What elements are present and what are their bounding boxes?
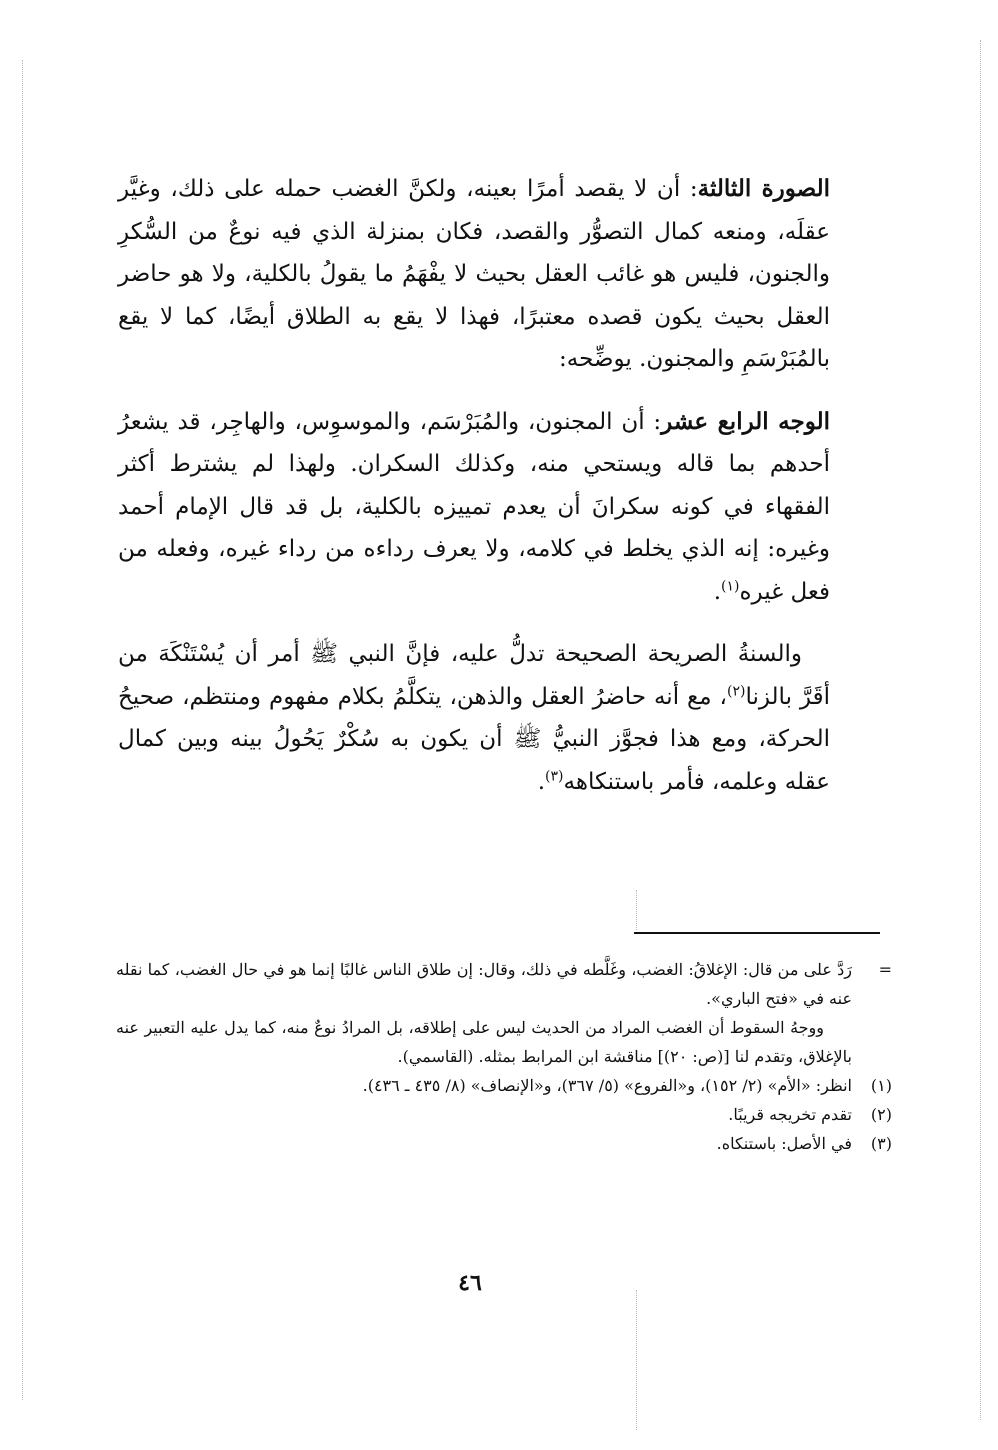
continuation-text: ووجهُ السقوط أن الغضب المراد من الحديث ليس على إطلاقه، بل المرادُ نوعٌ منه، كما يدل عليه التعبير عنه بالإغلاق، وتقدم لنا [(ص: ٢٠)] مناقشة ابن المرابط بمثله. (القاسمي). <box>116 1018 852 1066</box>
continuation-marker: = <box>878 960 892 979</box>
paragraph-third-form <box>118 168 830 381</box>
footnotes <box>116 955 892 1158</box>
footnote-text: انظر: «الأم» (٢/ ١٥٢)، و«الفروع» (٥/ ٣٦٧)، و«الإنصاف» (٨/ ٤٣٥ ـ ٤٣٦). <box>362 1076 852 1095</box>
scan-margin-line-left <box>22 60 23 1400</box>
footnote-2 <box>116 1100 892 1129</box>
scan-center-line-bottom <box>636 1290 637 1430</box>
continuation-text: رَدَّ على من قال: الإغلاقُ: الغضب، وغَلَّطه في ذلك، وقال: إن طلاق الناس غالبًا إنما هو في حال الغضب، كما نقله عنه في «فتح الباري». <box>116 960 852 1008</box>
footnote-3 <box>116 1129 892 1158</box>
paragraph-text: ، مع أنه حاضرُ العقل والذهن، يتكلَّمُ بكلام مفهوم ومنتظم، صحيحُ الحركة، ومع هذا فجوَّز النبيُّ ﷺ أن يكون به سُكْرٌ يَحُولُ بينه وبين كمال عقله وعلمه، فأمر باستنكاهه <box>118 683 830 795</box>
paragraph-heading: الوجه الرابع عشر <box>661 407 830 435</box>
footnote-ref-1[interactable]: (١) <box>721 577 740 594</box>
paragraph-text: والسنةُ الصريحة الصحيحة تدلُّ عليه، فإنَّ النبي ﷺ أمر أن يُسْتَنْكَهَ من أقَرَّ بالزنا <box>118 641 830 710</box>
scan-center-line <box>636 890 637 930</box>
paragraph-heading: الصورة الثالثة <box>697 175 830 202</box>
paragraph-end: . <box>537 768 546 795</box>
footnote-number: (٣) <box>870 1134 892 1153</box>
footnote-1 <box>116 1071 892 1100</box>
page-number: ٤٦ <box>458 1270 482 1296</box>
paragraph-text: : أن المجنون، والمُبَرْسَم، والموسوِس، والهاجِر، قد يشعرُ أحدهم بما قاله ويستحي منه، وكذلك السكران. ولهذا لم يشترط أكثر الفقهاء في كونه سكرانَ أن يعدم تمييزه بالكلية، بل قد قال الإمام أحمد وغيره: إنه الذي يخلط في كلامه، ولا يعرف رداءه من رداء غيره، وفعله من فعل غيره <box>118 408 830 605</box>
footnote-number: (١) <box>870 1076 892 1095</box>
footnote-ref-2[interactable]: (٢) <box>726 682 746 699</box>
footnote-continuation <box>116 955 892 1071</box>
continuation-body <box>116 955 852 1071</box>
paragraph-fourteenth-aspect <box>118 401 830 614</box>
footnote-ref-3[interactable]: (٣) <box>545 767 564 784</box>
footnote-separator <box>634 932 880 934</box>
footnote-text: تقدم تخريجه قريبًا. <box>728 1105 852 1124</box>
footnote-number: (٢) <box>870 1105 892 1124</box>
main-text <box>118 168 830 803</box>
footnote-text: في الأصل: باستنكاه. <box>716 1134 852 1153</box>
scan-margin-line-right <box>980 40 981 1420</box>
paragraph-end: . <box>713 578 721 605</box>
paragraph-sunnah <box>118 633 830 803</box>
paragraph-text: : أن لا يقصد أمرًا بعينه، ولكنَّ الغضب حمله على ذلك، وغيَّر عقلَه، ومنعه كمال التصوُّر والقصد، فكان بمنزلة الذي فيه نوعٌ من السُّكرِ والجنون، فليس هو غائب العقل بحيث لا يفْهَمُ ما يقولُ بالكلية، ولا هو حاضر العقل بحيث يكون قصده معتبرًا، فهذا لا يقع به الطلاق أيضًا، كما لا يقع بالمُبَرْسَمِ والمجنون. يوضِّحه: <box>118 176 830 372</box>
